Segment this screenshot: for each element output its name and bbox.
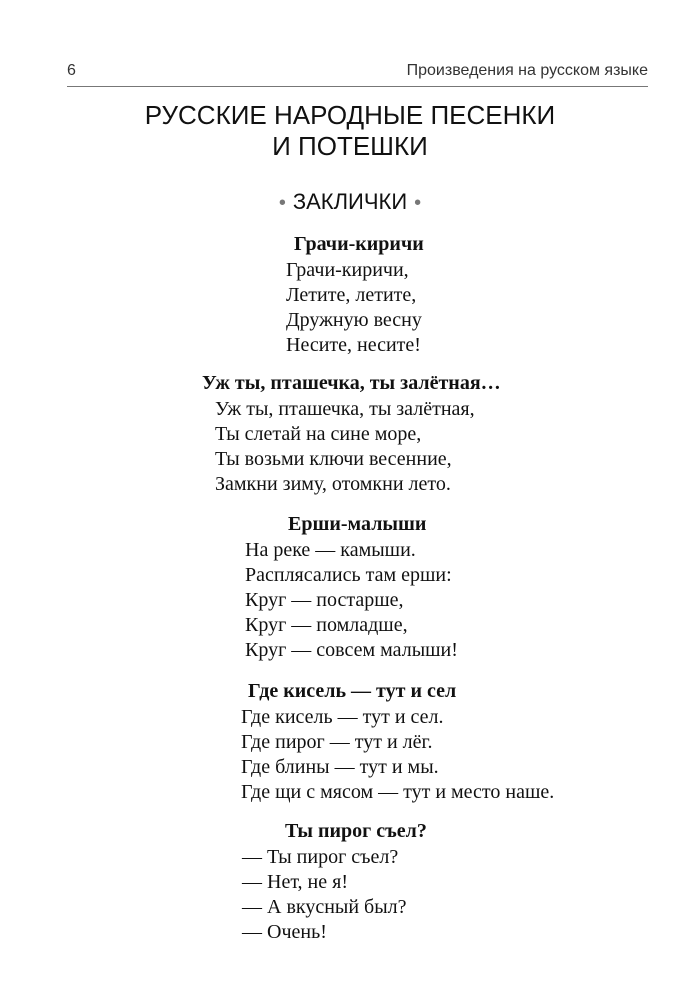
poem-title: Ерши-малыши bbox=[288, 513, 427, 535]
poem bbox=[202, 371, 501, 497]
poem-line: Расплясались там ерши: bbox=[245, 564, 452, 586]
bullet-icon: • bbox=[414, 192, 422, 214]
section-heading bbox=[0, 189, 700, 215]
poem-line: Дружную весну bbox=[286, 309, 422, 331]
chapter-title bbox=[0, 100, 700, 162]
poem bbox=[245, 512, 458, 663]
poem-line: Летите, летите, bbox=[286, 284, 417, 306]
running-title: Произведения на русском языке bbox=[406, 62, 648, 79]
bullet-icon: • bbox=[278, 192, 286, 214]
poem-line: Круг — постарше, bbox=[245, 589, 404, 611]
poem-line: Несите, несите! bbox=[286, 334, 421, 356]
poem-line: Уж ты, пташечка, ты залётная, bbox=[215, 398, 475, 420]
poem-line: Ты возьми ключи весенние, bbox=[215, 448, 452, 470]
poem bbox=[241, 679, 554, 805]
poem-line: Круг — совсем малыши! bbox=[245, 639, 458, 661]
poem bbox=[286, 232, 424, 358]
page-number: 6 bbox=[67, 62, 76, 79]
poem-title: Где кисель — тут и сел bbox=[248, 680, 457, 702]
chapter-title-line-2: И ПОТЕШКИ bbox=[272, 131, 428, 161]
poem-title: Грачи-киричи bbox=[294, 233, 424, 255]
page-header bbox=[67, 58, 648, 87]
poem bbox=[242, 819, 427, 945]
poem-line: Ты слетай на сине море, bbox=[215, 423, 422, 445]
poem-line: Где блины — тут и мы. bbox=[241, 756, 439, 778]
chapter-title-line-1: РУССКИЕ НАРОДНЫЕ ПЕСЕНКИ bbox=[144, 100, 556, 130]
poem-line: — Очень! bbox=[242, 921, 327, 943]
poem-line: — Нет, не я! bbox=[242, 871, 348, 893]
poem-line: Замкни зиму, отомкни лето. bbox=[215, 473, 451, 495]
poem-line: Где кисель — тут и сел. bbox=[241, 706, 444, 728]
poem-line: Где пирог — тут и лёг. bbox=[241, 731, 433, 753]
poem-line: Круг — помладше, bbox=[245, 614, 408, 636]
poem-line: На реке — камыши. bbox=[245, 539, 416, 561]
poem-line: — А вкусный был? bbox=[242, 896, 407, 918]
poem-line: Грачи-киричи, bbox=[286, 259, 409, 281]
poem-title: Ты пирог съел? bbox=[285, 820, 427, 842]
poem-title: Уж ты, пташечка, ты залётная… bbox=[202, 372, 501, 394]
poem-line: Где щи с мясом — тут и место наше. bbox=[241, 781, 555, 803]
section-label: ЗАКЛИЧКИ bbox=[292, 189, 408, 214]
poem-line: — Ты пирог съел? bbox=[242, 846, 399, 868]
